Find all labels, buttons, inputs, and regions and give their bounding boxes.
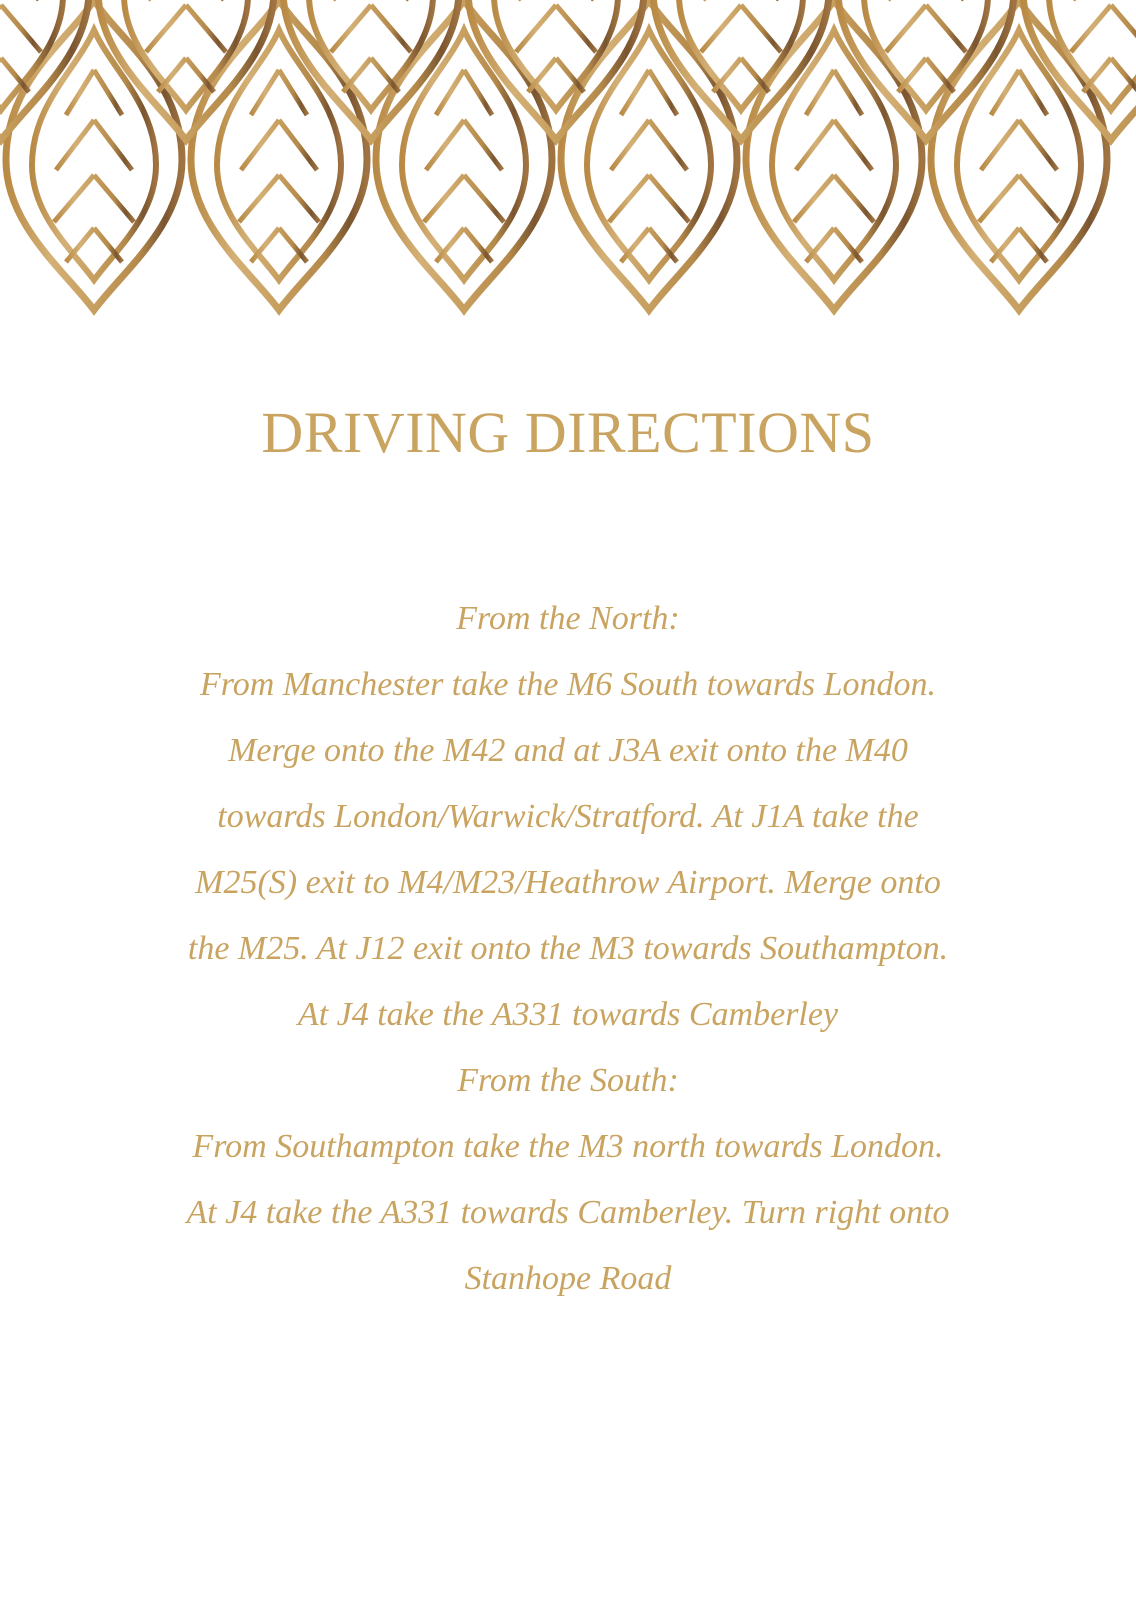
direction-heading-north: From the North: — [456, 600, 680, 637]
direction-line: At J4 take the A331 towards Camberley — [297, 996, 839, 1033]
direction-heading-south: From the South: — [457, 1062, 679, 1099]
page-title: DRIVING DIRECTIONS — [261, 400, 875, 465]
direction-line: the M25. At J12 exit onto the M3 towards Southampton. — [187, 930, 949, 967]
gold-leaf-pattern-icon — [0, 0, 1136, 320]
direction-line: From Manchester take the M6 South towards London. — [200, 666, 936, 703]
direction-line: M25(S) exit to M4/M23/Heathrow Airport. Merge onto — [195, 864, 941, 901]
direction-line: Merge onto the M42 and at J3A exit onto the M40 — [228, 732, 908, 769]
direction-line: towards London/Warwick/Stratford. At J1A take the — [217, 798, 919, 835]
direction-line: From Southampton take the M3 north towards London. — [192, 1128, 944, 1165]
directions-text — [120, 586, 1016, 1312]
direction-line: At J4 take the A331 towards Camberley. Turn right onto — [186, 1194, 950, 1231]
direction-line: Stanhope Road — [464, 1260, 672, 1297]
